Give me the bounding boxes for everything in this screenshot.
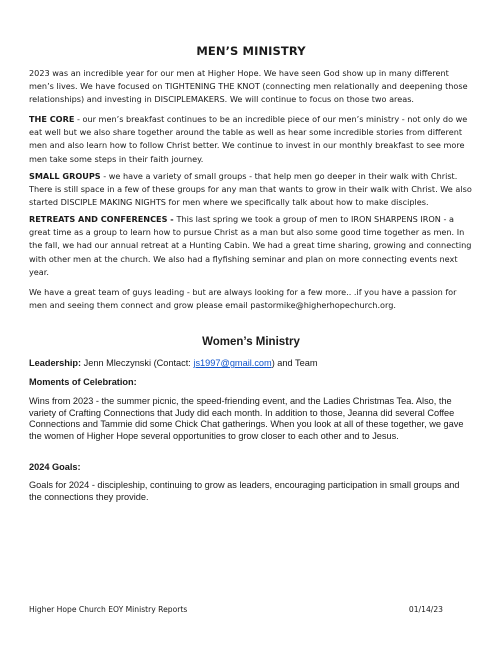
leadership-line [29, 358, 473, 370]
small-groups-label: SMALL GROUPS [29, 171, 101, 181]
leadership-label: Leadership: [29, 358, 82, 368]
retreats-label: RETREATS AND CONFERENCES - [29, 214, 177, 224]
mens-intro-paragraph: 2023 was an incredible year for our men at Higher Hope. We have seen God show up in many different men’s lives. We have focused on TIGHTENING THE KNOT (connecting men relationally and deepening those relationships) and investing in DISCIPLEMAKERS. We will continue to focus on those two areas. [29, 68, 468, 105]
leadership-tail: ) and Team [271, 358, 318, 368]
the-core-paragraph [29, 113, 473, 166]
womens-ministry-title: Women’s Ministry [202, 336, 300, 348]
moments-paragraph: Wins from 2023 - the summer picnic, the speed-friending event, and the Ladies Christmas Tea. Also, the variety of Crafting Connections that Judy did each month. In addition to those, Jeanna did several Coffee Connections and Tammie did some Chick Chat gatherings. When you look at all of these together, we gave the women of Higher Hope several opportunities to grow closer to each other and to Jesus. [29, 396, 464, 441]
the-core-text: - our men’s breakfast continues to be an incredible piece of our men’s ministry - not only do we eat well but we also share together around the table as well as hear some incredible stories from different men and also learn how to follow Christ better. We continue to invest in our monthly breakfast to see more men take some steps in their faith journey. [29, 114, 468, 164]
footer-title: Higher Hope Church EOY Ministry Reports [29, 605, 188, 614]
goals-heading: 2024 Goals: [29, 462, 81, 472]
retreats-paragraph [29, 213, 473, 279]
leadership-email-link[interactable]: js1997@gmail.com [193, 358, 272, 368]
the-core-label: THE CORE [29, 114, 75, 124]
small-groups-paragraph [29, 170, 473, 210]
footer-date: 01/14/23 [408, 605, 443, 614]
mens-ministry-title: MEN’S MINISTRY [196, 44, 306, 58]
small-groups-text: - we have a variety of small groups - that help men go deeper in their walk with Christ. There is still space in a few of these groups for any man that wants to grow in their walk with Christ. We also started DISCIPLE MAKING NIGHTS for men where we specifically talk about how to make disciples. [29, 171, 472, 208]
moments-heading: Moments of Celebration: [29, 377, 137, 387]
retreats-text: This last spring we took a group of men to IRON SHARPENS IRON - a great time as a group to learn how to pursue Christ as a man but also some good time together as men. In the fall, we had our annual retreat at a Hunting Cabin. We had a great time sharing, growing and connecting with other men at the church. We also had a flyfishing seminar and plan on more connecting events next year. [29, 214, 472, 277]
leadership-name: Jenn Mleczynski (Contact: [81, 358, 194, 368]
page-footer [29, 605, 473, 614]
mens-closing-paragraph: We have a great team of guys leading - but are always looking for a few more.. .if you have a passion for men and seeing them connect and grow please email pastormike@higherhopechurch.org. [29, 287, 457, 311]
goals-paragraph: Goals for 2024 - discipleship, continuing to grow as leaders, encouraging participation in small groups and the connections they provide. [29, 480, 460, 502]
